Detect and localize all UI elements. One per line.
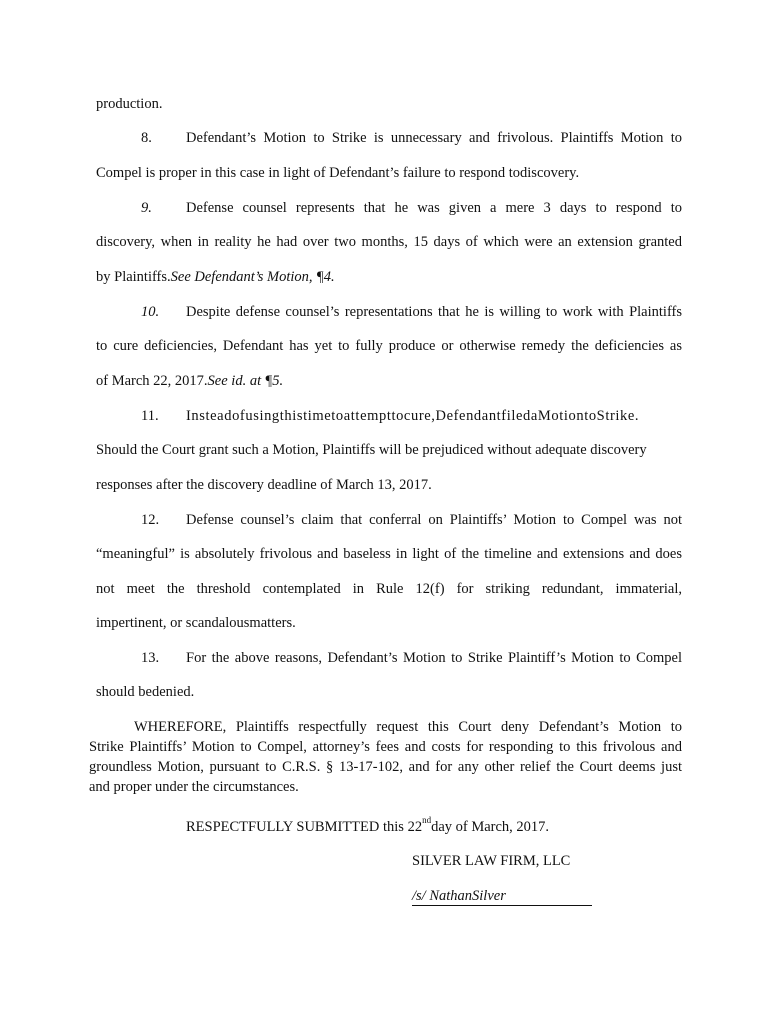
text-line: impertinent, or scandalousmatters. xyxy=(96,615,296,631)
text-line: not meet the threshold contemplated in Rule 12(f) for striking redundant, immaterial, xyxy=(96,581,682,597)
text-line xyxy=(96,372,283,390)
text-run: RESPECTFULLY SUBMITTED this 22 xyxy=(186,819,423,835)
text-run: day of March, 2017. xyxy=(431,819,550,835)
text-line: For the above reasons, Defendant’s Motion to Strike Plaintiff’s Motion to Compel xyxy=(186,650,682,666)
paragraph-number: 12. xyxy=(141,512,160,528)
citation: See id. at ¶5. xyxy=(207,373,284,389)
text-line: Insteadofusingthistimetoattempttocure,DefendantfiledaMotiontoStrike. xyxy=(186,408,640,424)
text-line: Defendant’s Motion to Strike is unnecessary and frivolous. Plaintiffs Motion to xyxy=(186,130,682,146)
text-line: and proper under the circumstances. xyxy=(89,779,299,795)
text-line: Defense counsel’s claim that conferral on Plaintiffs’ Motion to Compel was not xyxy=(186,512,682,528)
text-line: to cure deficiencies, Defendant has yet to fully produce or otherwise remedy the deficiencies as xyxy=(96,338,682,354)
firm-name: SILVER LAW FIRM, LLC xyxy=(412,853,571,869)
text-line: groundless Motion, pursuant to C.R.S. § 13-17-102, and for any other relief the Court deems just xyxy=(89,759,682,775)
text-line: responses after the discovery deadline of March 13, 2017. xyxy=(96,477,432,493)
text-run: by Plaintiffs. xyxy=(96,269,171,285)
paragraph-number: 11. xyxy=(141,408,159,424)
paragraph-number: 9. xyxy=(141,200,152,216)
text-line: Defense counsel represents that he was given a mere 3 days to respond to xyxy=(186,200,682,216)
signature-line: /s/ NathanSilver xyxy=(412,887,592,906)
text-line: Strike Plaintiffs’ Motion to Compel, attorney’s fees and costs for responding to this frivolous and xyxy=(89,739,682,755)
text-line xyxy=(96,268,335,286)
text-line: Despite defense counsel’s representations that he is willing to work with Plaintiffs xyxy=(186,304,682,320)
paragraph-number: 10. xyxy=(141,304,160,320)
paragraph-number: 13. xyxy=(141,650,160,666)
text-line: WHEREFORE, Plaintiffs respectfully request this Court deny Defendant’s Motion to xyxy=(134,719,682,735)
text-run: of March 22, 2017. xyxy=(96,373,208,389)
submission-line xyxy=(186,815,550,836)
text-line: Compel is proper in this case in light of Defendant’s failure to respond todiscovery. xyxy=(96,165,580,181)
paragraph-number: 8. xyxy=(141,130,152,146)
ordinal-suffix: nd xyxy=(422,815,432,826)
citation: See Defendant’s Motion, ¶4. xyxy=(170,269,335,285)
text-line: Should the Court grant such a Motion, Plaintiffs will be prejudiced without adequate discovery xyxy=(96,442,647,458)
text-line: should bedenied. xyxy=(96,684,195,700)
text-line: production. xyxy=(96,96,163,112)
text-line: “meaningful” is absolutely frivolous and baseless in light of the timeline and extensions and does xyxy=(96,546,682,562)
text-line: discovery, when in reality he had over two months, 15 days of which were an extension granted xyxy=(96,234,682,250)
